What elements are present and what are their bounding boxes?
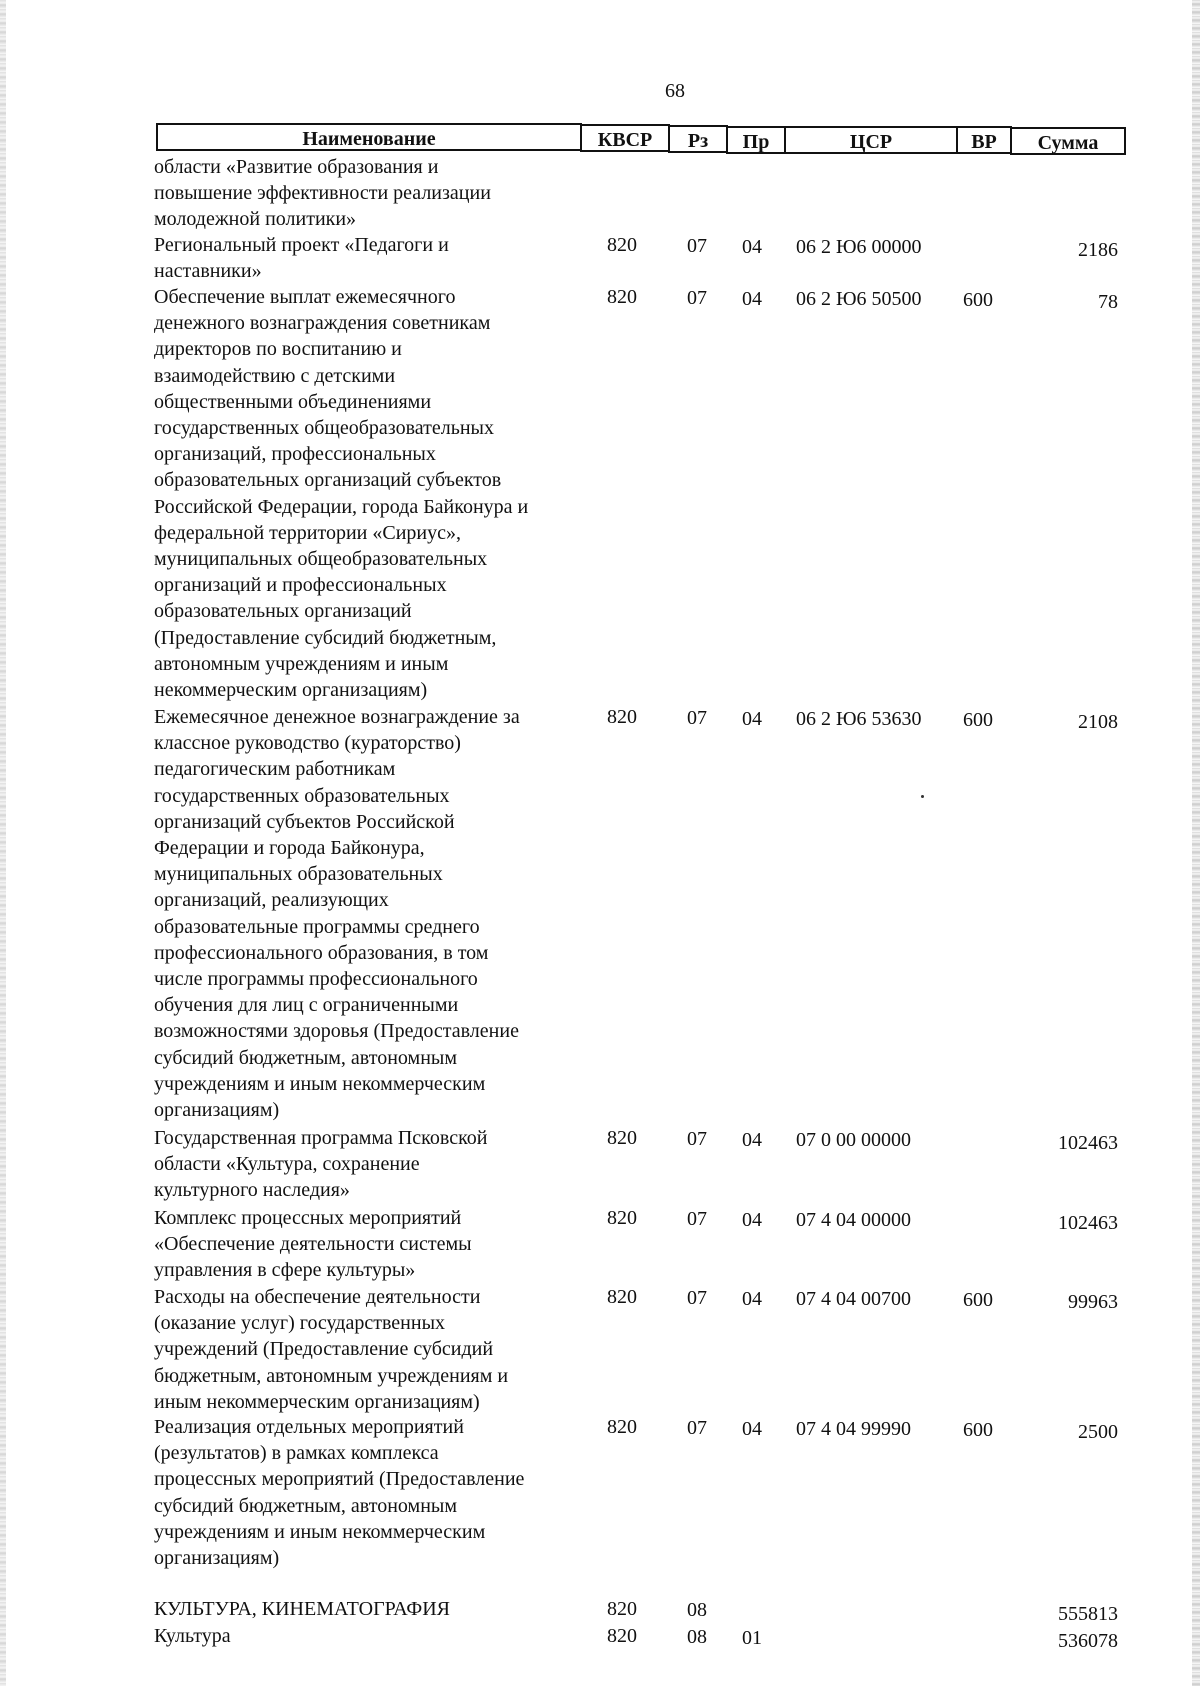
- row-vr: 600: [963, 1419, 993, 1441]
- row-name: Обеспечение выплат ежемесячного денежного вознаграждения советникам директоров по воспитанию и взаимодействию с детскими общественными объединениями государственных общеобразовательных организаций, профессиональных образовательных организаций субъектов Российской Федерации, города Байконура и федеральной территории «Сириус», муниципальных общеобразовательных организаций и профессиональных образовательных организаций (Предоставление субсидий бюджетным, автономным учреждениям и иным некоммерческим организациям): [154, 286, 529, 702]
- continuation-text: области «Развитие образования и повышение эффективности реализации молодежной политики»: [154, 156, 491, 231]
- row-pr: 04: [742, 288, 762, 310]
- row-sum: 536078: [1058, 1630, 1118, 1652]
- row-rz: 07: [687, 707, 707, 729]
- row-pr: 04: [742, 1418, 762, 1440]
- row-name: Культура: [154, 1625, 231, 1647]
- row-vr: 600: [963, 289, 993, 311]
- row-name: Расходы на обеспечение деятельности (оказание услуг) государственных учреждений (Предоставление субсидий бюджетным, автономным учреждениям и иным некоммерческим организациям): [154, 1286, 509, 1413]
- row-kvsr: 820: [607, 706, 637, 728]
- row-pr: 04: [742, 1129, 762, 1151]
- row-sum: 2186: [1078, 239, 1118, 261]
- scan-speck: [921, 795, 924, 798]
- header-pr: Пр: [726, 126, 786, 154]
- row-kvsr: 820: [607, 1207, 637, 1229]
- row-rz: 07: [687, 287, 707, 309]
- scan-edge-right: [1192, 0, 1200, 1686]
- row-sum: 2500: [1078, 1421, 1118, 1443]
- row-rz: 07: [687, 1287, 707, 1309]
- row-csr: 07 4 04 99990: [796, 1418, 911, 1440]
- row-rz: 08: [687, 1626, 707, 1648]
- row-rz: 07: [687, 1417, 707, 1439]
- header-name: Наименование: [156, 123, 582, 151]
- row-pr: 01: [742, 1627, 762, 1649]
- row-csr: 06 2 Ю6 00000: [796, 236, 922, 258]
- row-kvsr: 820: [607, 1127, 637, 1149]
- row-kvsr: 820: [607, 286, 637, 308]
- header-kvsr: КВСР: [580, 124, 670, 152]
- header-vr: ВР: [956, 126, 1012, 154]
- row-pr: 04: [742, 1209, 762, 1231]
- row-csr: 07 4 04 00000: [796, 1209, 911, 1231]
- row-name: Региональный проект «Педагоги и наставники»: [154, 234, 449, 283]
- row-sum: 102463: [1058, 1212, 1118, 1234]
- row-sum: 102463: [1058, 1132, 1118, 1154]
- row-csr: 06 2 Ю6 53630: [796, 708, 922, 730]
- header-sum: Сумма: [1010, 127, 1126, 155]
- row-rz: 07: [687, 1128, 707, 1150]
- header-csr: ЦСР: [784, 126, 958, 154]
- row-rz: 08: [687, 1599, 707, 1621]
- row-kvsr: 820: [607, 1416, 637, 1438]
- row-sum: 555813: [1058, 1603, 1118, 1625]
- row-rz: 07: [687, 235, 707, 257]
- row-sum: 99963: [1068, 1291, 1118, 1313]
- row-pr: 04: [742, 236, 762, 258]
- table-header: [156, 123, 1126, 156]
- row-csr: 06 2 Ю6 50500: [796, 288, 922, 310]
- row-kvsr: 820: [607, 234, 637, 256]
- row-csr: 07 4 04 00700: [796, 1288, 911, 1310]
- page-number: 68: [665, 80, 685, 102]
- row-kvsr: 820: [607, 1625, 637, 1647]
- row-name: Реализация отдельных мероприятий (результатов) в рамках комплекса процессных мероприятий (Предоставление субсидий бюджетным, автономным учреждениям и иным некоммерческим организациям): [154, 1416, 525, 1570]
- row-rz: 07: [687, 1208, 707, 1230]
- row-sum: 78: [1098, 291, 1118, 313]
- row-name: Ежемесячное денежное вознаграждение за классное руководство (кураторство) педагогическим работникам государственных образовательных организаций субъектов Российской Федерации и города Байконура, муниципальных образовательных организаций, реализующих образовательные программы среднего профессионального образования, в том числе программы профессионального обучения для лиц с ограниченными возможностями здоровья (Предоставление субсидий бюджетным, автономным учреждениям и иным некоммерческим организациям): [154, 706, 520, 1122]
- row-name: Комплекс процессных мероприятий «Обеспечение деятельности системы управления в сфере культуры»: [154, 1207, 472, 1282]
- row-name: Государственная программа Псковской области «Культура, сохранение культурного наследия»: [154, 1127, 488, 1202]
- row-name: КУЛЬТУРА, КИНЕМАТОГРАФИЯ: [154, 1598, 450, 1620]
- row-csr: 07 0 00 00000: [796, 1129, 911, 1151]
- row-vr: 600: [963, 1289, 993, 1311]
- row-sum: 2108: [1078, 711, 1118, 733]
- row-vr: 600: [963, 709, 993, 731]
- scan-edge-left: [0, 0, 6, 1686]
- row-kvsr: 820: [607, 1286, 637, 1308]
- header-rz: Рз: [668, 125, 728, 153]
- row-kvsr: 820: [607, 1598, 637, 1620]
- row-pr: 04: [742, 1288, 762, 1310]
- row-pr: 04: [742, 708, 762, 730]
